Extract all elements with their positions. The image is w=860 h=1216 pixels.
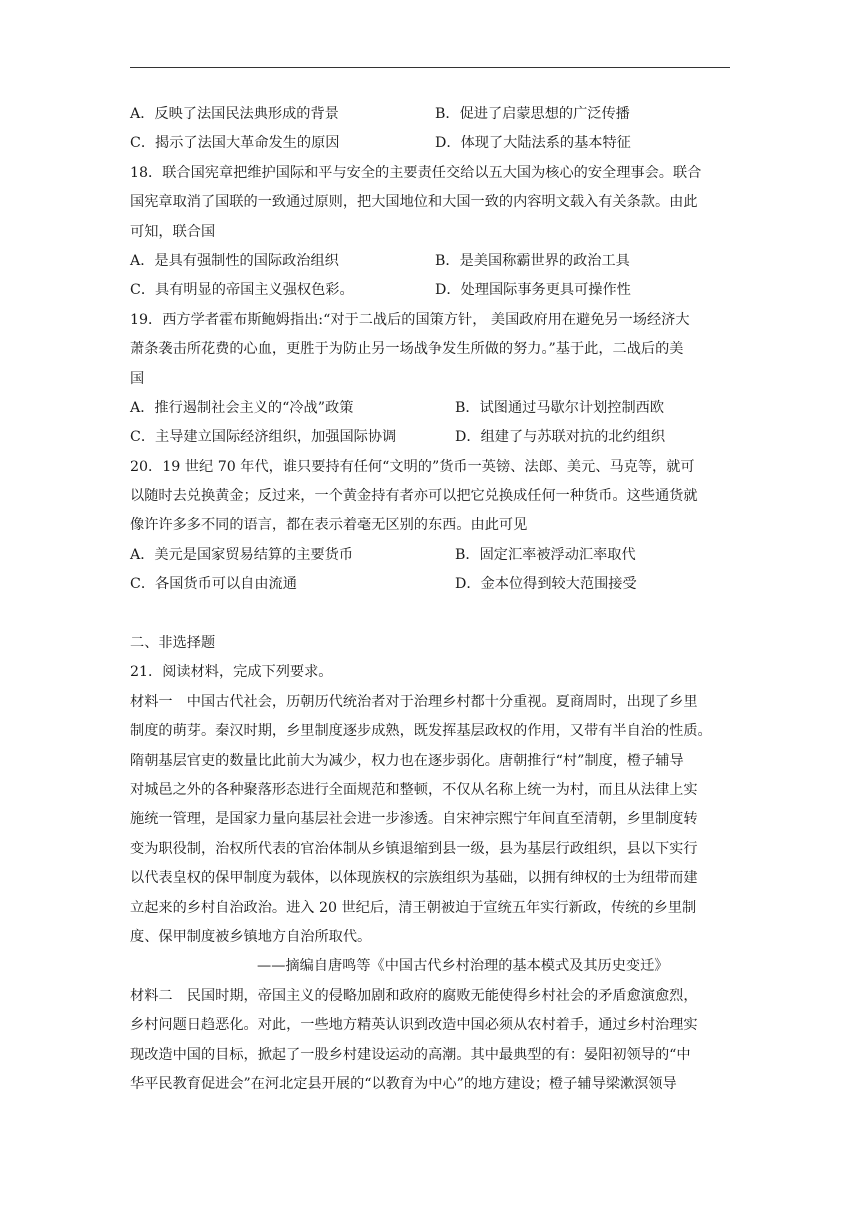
q18-stem-line: 国宪章取消了国联的一致通过原则，把大国地位和大国一致的内容明文载入有关条款。由此 — [130, 194, 698, 211]
q18-options-row-2 — [130, 276, 735, 305]
q19-option-d: D．组建了与苏联对抗的北约组织 — [455, 429, 666, 446]
q18-option-a: A．是具有强制性的国际政治组织 — [130, 252, 339, 269]
q19-option-b: B．试图通过马歇尔计划控制西欧 — [455, 399, 665, 416]
material1-line: 材料一 中国古代社会，历朝历代统治者对于治理乡村都十分重视。夏商周时，出现了乡里 — [130, 693, 698, 710]
q19-options-row-2 — [130, 423, 735, 452]
q19-stem-line: 19．西方学者霍布斯鲍姆指出:“对于二战后的国策方针， 美国政府用在避免另一场经济大 — [130, 311, 690, 328]
q20-option-d: D．金本位得到较大范围接受 — [455, 576, 637, 593]
q20-options-row-1 — [130, 541, 735, 570]
q20-option-b: B．固定汇率被浮动汇率取代 — [455, 546, 636, 563]
q18-option-c: C．具有明显的帝国主义强权色彩。 — [130, 282, 354, 299]
material2-line: 材料二 民国时期，帝国主义的侵略加剧和政府的腐败无能使得乡村社会的矛盾愈演愈烈， — [130, 987, 698, 1004]
material2-line: 华平民教育促进会”在河北定县开展的“以教育为中心”的地方建设；橙子辅导梁漱溟领导 — [130, 1075, 677, 1092]
q19-options-row-1 — [130, 394, 735, 423]
spacer — [130, 600, 735, 629]
q17-option-c: C．揭示了法国大革命发生的原因 — [130, 135, 340, 152]
q21-intro: 21．阅读材料，完成下列要求。 — [130, 664, 333, 681]
q17-option-b: B．促进了启蒙思想的广泛传播 — [435, 106, 630, 122]
q19-stem-line: 萧条袭击所花费的心血，更胜于为防止另一场战争发生所做的努力。”基于此，二战后的美 — [130, 341, 684, 358]
q17-option-d: D．体现了大陆法系的基本特征 — [435, 135, 631, 152]
q19-option-a: A．推行遏制社会主义的“冷战”政策 — [130, 399, 354, 416]
q20-stem-line: 像许许多多不同的语言，都在表示着毫无区别的东西。由此可见 — [130, 517, 528, 534]
material1-line: 隋朝基层官吏的数量比此前大为减少，权力也在逐步弱化。唐朝推行“村”制度，橙子辅导 — [130, 752, 684, 769]
material1-source: ——摘编自唐鸣等《中国古代乡村治理的基本模式及其历史变迁》 — [257, 958, 669, 975]
section-title: 二、非选择题 — [130, 635, 216, 652]
q18-option-d: D．处理国际事务更具可操作性 — [435, 282, 631, 299]
q20-option-a: A．美元是国家贸易结算的主要货币 — [130, 546, 354, 563]
material1-line: 对城邑之外的各种聚落形态进行全面规范和整顿，不仅从名称上统一为村，而且从法律上实 — [130, 781, 698, 798]
q20-options-row-2 — [130, 570, 735, 599]
material2-line: 乡村问题日趋恶化。对此，一些地方精英认识到改造中国必须从农村着手，通过乡村治理实 — [130, 1017, 698, 1034]
q18-option-b: B．是美国称霸世界的政治工具 — [435, 252, 630, 269]
q20-stem-line: 20．19 世纪 70 年代，谁只要持有任何“文明的”货币一英镑、法郎、美元、马克等，就可 — [130, 458, 695, 475]
material1-line: 以代表皇权的保甲制度为载体，以体现族权的宗族组织为基础，以拥有绅权的士为纽带而建 — [130, 870, 698, 887]
material1-line: 制度的萌芽。秦汉时期，乡里制度逐步成熟，既发挥基层政权的作用，又带有半自治的性质。 — [130, 723, 712, 740]
q19-stem-line: 国 — [130, 370, 145, 387]
q17-options-row-2 — [130, 129, 735, 158]
material2-line: 现改造中国的目标，掀起了一股乡村建设运动的高潮。其中最典型的有：晏阳初领导的“中 — [130, 1046, 691, 1063]
q18-stem-line: 18．联合国宪章把维护国际和平与安全的主要责任交给以五大国为核心的安全理事会。联合 — [130, 164, 702, 181]
material1-line: 度、保甲制度被乡镇地方自治所取代。 — [130, 928, 372, 945]
header-rule — [130, 67, 730, 68]
q19-option-c: C．主导建立国际经济组织，加强国际协调 — [130, 429, 397, 446]
q17-option-a: A．反映了法国民法典形成的背景 — [130, 106, 339, 122]
q18-options-row-1 — [130, 247, 735, 276]
q18-stem-line: 可知，联合国 — [130, 223, 216, 240]
q20-stem-line: 以随时去兑换黄金；反过来，一个黄金持有者亦可以把它兑换成任何一种货币。这些通货就 — [130, 488, 698, 505]
material1-line: 立起来的乡村自治政治。进入 20 世纪后，清王朝被迫于宣统五年实行新政，传统的乡里制 — [130, 899, 697, 916]
q20-option-c: C．各国货币可以自由流通 — [130, 576, 297, 593]
material1-line: 变为职役制，治权所代表的官治体制从乡镇退缩到县一级，县为基层行政组织，县以下实行 — [130, 840, 698, 857]
material1-line: 施统一管理，是国家力量向基层社会进一步渗透。自宋神宗熙宁年间直至清朝，乡里制度转 — [130, 811, 698, 828]
page-content — [130, 100, 735, 1099]
q17-options-row-1 — [130, 100, 735, 129]
